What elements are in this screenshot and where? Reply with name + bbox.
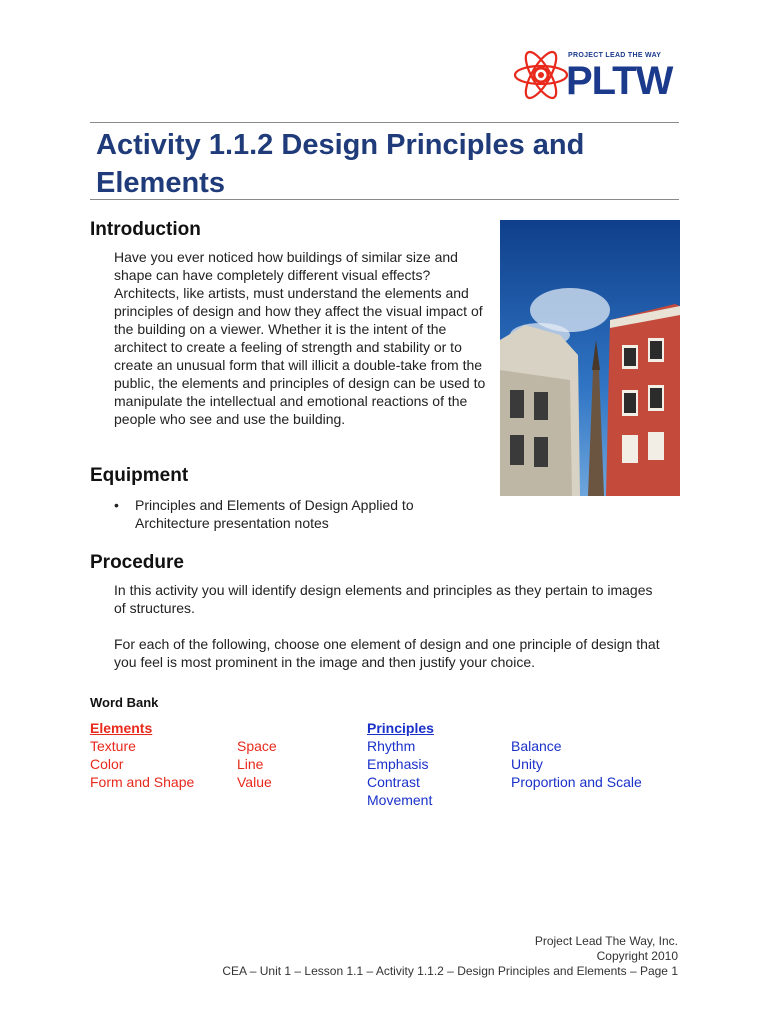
element-item: Color xyxy=(90,756,124,772)
page-title: Activity 1.1.2 Design Principles and Elements xyxy=(96,129,585,199)
procedure-paragraph-1: In this activity you will identify design elements and principles as they pertain to images of structures. xyxy=(114,582,653,616)
introduction-heading: Introduction xyxy=(90,219,201,240)
introduction-text: Have you ever noticed how buildings of similar size and shape can have completely different visual effects? Architects, like artists, must understand the elements and principles of design and how they affect the visual impact of the building on a viewer. Whether it is the intent of the architect to create a feeling of strength and stability or to create an unusual form that will illicit a double-take from the public, the elements and principles of design can be used to manipulate the intellectual and emotional reactions of the people who see and use the building. xyxy=(114,249,486,427)
atom-gear-icon xyxy=(510,44,572,106)
elements-header: Elements xyxy=(90,720,153,736)
procedure-paragraph-2: For each of the following, choose one element of design and one principle of design that you feel is most prominent in the image and then justify your choice. xyxy=(114,636,660,670)
footer-course-info: CEA – Unit 1 – Lesson 1.1 – Activity 1.1.2 – Design Principles and Elements – Page 1 xyxy=(222,964,678,978)
principles-column-1 xyxy=(367,737,432,809)
title-rule-top xyxy=(90,122,679,123)
elements-column-1 xyxy=(90,737,194,791)
elements-column-2 xyxy=(237,737,277,791)
element-item: Texture xyxy=(90,738,136,754)
element-item: Value xyxy=(237,774,272,790)
logo-tagline: PROJECT LEAD THE WAY xyxy=(568,52,662,59)
principle-item: Unity xyxy=(511,756,543,772)
logo-wordmark: PLTW xyxy=(566,59,673,103)
principle-item: Contrast xyxy=(367,774,420,790)
procedure-heading: Procedure xyxy=(90,552,184,573)
principle-item: Emphasis xyxy=(367,756,429,772)
principle-item: Rhythm xyxy=(367,738,416,754)
principles-header: Principles xyxy=(367,720,434,736)
principle-item: Movement xyxy=(367,792,433,808)
building-photo xyxy=(500,220,680,496)
footer-copyright: Copyright 2010 xyxy=(596,949,678,963)
bullet-icon: • xyxy=(114,497,119,513)
principle-item: Proportion and Scale xyxy=(511,774,642,790)
element-item: Space xyxy=(237,738,277,754)
word-bank-heading: Word Bank xyxy=(90,695,159,710)
page-footer xyxy=(222,934,678,979)
element-item: Form and Shape xyxy=(90,774,195,790)
equipment-item-text: Principles and Elements of Design Applied to Architecture presentation notes xyxy=(135,497,414,531)
element-item: Line xyxy=(237,756,264,772)
principle-item: Balance xyxy=(511,738,562,754)
pltw-logo xyxy=(510,44,680,106)
equipment-heading: Equipment xyxy=(90,465,189,486)
principles-column-2 xyxy=(511,737,642,791)
title-rule-bottom xyxy=(90,199,679,200)
footer-company: Project Lead The Way, Inc. xyxy=(534,934,678,948)
